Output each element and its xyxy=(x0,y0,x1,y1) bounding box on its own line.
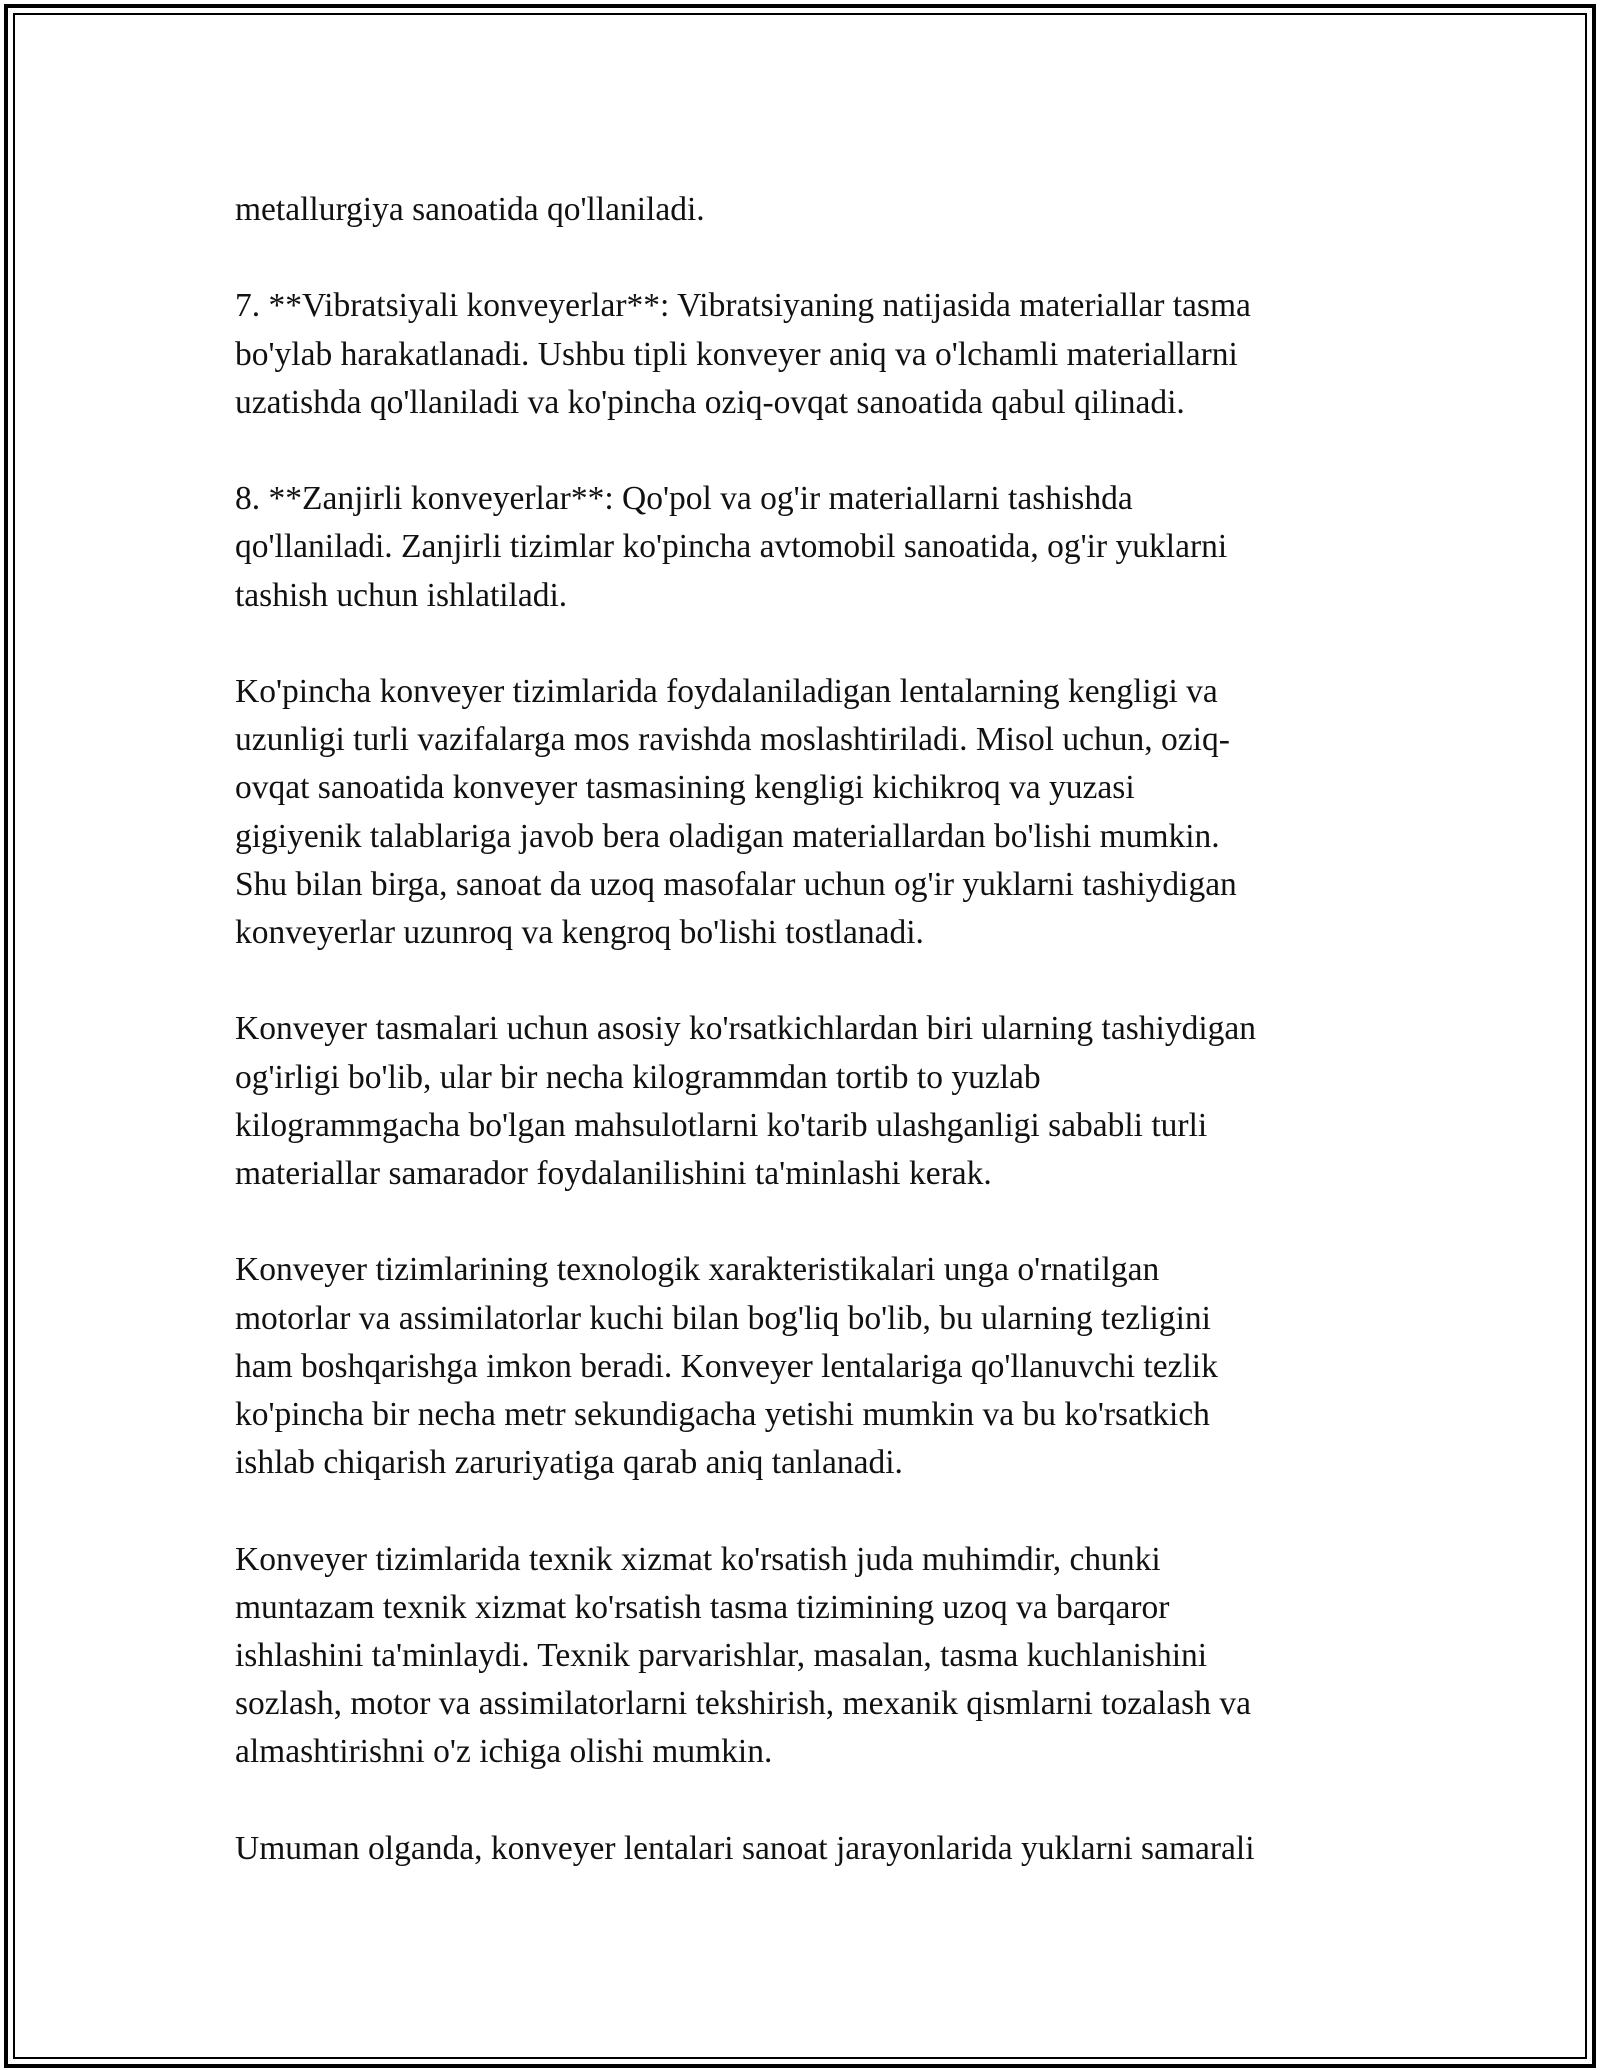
text-line: Konveyer tizimlarida texnik xizmat ko'rsatish juda muhimdir, chunki xyxy=(235,1540,1161,1578)
text-line: Shu bilan birga, sanoat da uzoq masofalar uchun og'ir yuklarni tashiydigan xyxy=(235,865,1237,903)
text-line: ham boshqarishga imkon beradi. Konveyer lentalariga qo'llanuvchi tezlik xyxy=(235,1347,1218,1385)
text-line: 7. **Vibratsiyali konveyerlar**: Vibratsiyaning natijasida materiallar tasma xyxy=(235,287,1251,325)
text-line: Ko'pincha konveyer tizimlarida foydalaniladigan lentalarning kengligi va xyxy=(235,672,1218,710)
text-line: sozlash, motor va assimilatorlarni tekshirish, mexanik qismlarni tozalash va xyxy=(235,1685,1251,1723)
paragraph-maintenance xyxy=(235,1536,1385,1777)
text-line: qo'llaniladi. Zanjirli tizimlar ko'pincha avtomobil sanoatida, og'ir yuklarni xyxy=(235,528,1228,566)
paragraph-summary xyxy=(235,1825,1385,1873)
text-line: Konveyer tasmalari uchun asosiy ko'rsatkichlardan biri ularning tashiydigan xyxy=(235,1010,1256,1048)
document-body xyxy=(235,186,1385,1921)
text-line: ishlashini ta'minlaydi. Texnik parvarishlar, masalan, tasma kuchlanishini xyxy=(235,1637,1208,1674)
paragraph-vibration-conveyors xyxy=(235,282,1385,427)
text-line: 8. **Zanjirli konveyerlar**: Qo'pol va og'ir materiallarni tashishda xyxy=(235,480,1133,518)
paragraph-belt-width xyxy=(235,668,1385,957)
paragraph-technical-characteristics xyxy=(235,1246,1385,1487)
text-line: bo'ylab harakatlanadi. Ushbu tipli konveyer aniq va o'lchamli materiallarni xyxy=(235,335,1238,373)
text-line: Umuman olganda, konveyer lentalari sanoat jarayonlarida yuklarni samarali xyxy=(235,1829,1255,1867)
text-line: uzatishda qo'llaniladi va ko'pincha oziq-ovqat sanoatida qabul qilinadi. xyxy=(235,383,1185,421)
text-line: konveyerlar uzunroq va kengroq bo'lishi tostlanadi. xyxy=(235,914,924,951)
text-line: metallurgiya sanoatida qo'llaniladi. xyxy=(235,191,705,228)
text-line: materiallar samarador foydalanilishini ta'minlashi kerak. xyxy=(235,1155,992,1192)
paragraph-load-capacity xyxy=(235,1005,1385,1198)
text-line: gigiyenik talablariga javob bera oladigan materiallardan bo'lishi mumkin. xyxy=(235,817,1220,855)
text-line: Konveyer tizimlarining texnologik xarakteristikalari unga o'rnatilgan xyxy=(235,1251,1160,1289)
text-line: uzunligi turli vazifalarga mos ravishda moslashtiriladi. Misol uchun, oziq- xyxy=(235,721,1230,759)
paragraph-chain-conveyors xyxy=(235,475,1385,620)
text-line: almashtirishni o'z ichiga olishi mumkin. xyxy=(235,1733,773,1771)
text-line: muntazam texnik xizmat ko'rsatish tasma tizimining uzoq va barqaror xyxy=(235,1588,1170,1626)
paragraph-metallurgy-continuation xyxy=(235,186,1385,234)
text-line: ovqat sanoatida konveyer tasmasining kengligi kichikroq va yuzasi xyxy=(235,769,1135,807)
text-line: motorlar va assimilatorlar kuchi bilan bog'liq bo'lib, bu ularning tezligini xyxy=(235,1299,1211,1337)
text-line: kilogrammgacha bo'lgan mahsulotlarni ko'tarib ulashganligi sababli turli xyxy=(235,1106,1208,1144)
text-line: tashish uchun ishlatiladi. xyxy=(235,576,568,614)
text-line: ko'pincha bir necha metr sekundigacha yetishi mumkin va bu ko'rsatkich xyxy=(235,1396,1210,1433)
text-line: og'irligi bo'lib, ular bir necha kilogrammdan tortib to yuzlab xyxy=(235,1058,1041,1096)
text-line: ishlab chiqarish zaruriyatiga qarab aniq tanlanadi. xyxy=(235,1444,903,1482)
